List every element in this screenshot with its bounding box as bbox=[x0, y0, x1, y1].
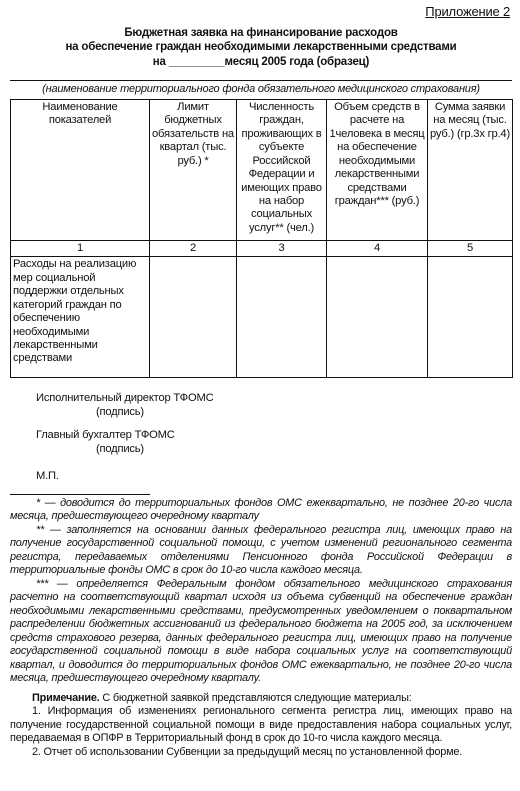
title-line-3: на _________месяц 2005 года (образец) bbox=[152, 56, 370, 69]
footnote-3: *** — определяется Федеральным фондом обязательного медицинского страхования расчетно на соответствующий квартал исходя из объема субвенций на обеспечение граждан необходимыми лекарственными средствами, предусмотренных уведомлением о поквартальном распределении бюджетных ассигнований из федерального бюджета на 2005 год, за исключением средств страхового резерва, данных федерального регистра лиц, имеющих право на получение государственной социальной помощи в виде набора социальных услуг на соответствующий квартал, и доводится до территориальных фондов ОМС ежеквартально, не позднее 20-го числа месяца, предшествующего очередному кварталу. bbox=[10, 577, 512, 685]
accountant-signature-caption: (подпись) bbox=[96, 442, 144, 455]
fund-name-caption: (наименование территориального фонда обязательного медицинского страхования) bbox=[42, 82, 480, 95]
director-signature bbox=[36, 392, 512, 419]
budget-table bbox=[10, 99, 513, 378]
footnote-2: ** — заполняется на основании данных федерального регистра лиц, имеющих право на получение государственной социальной помощи, с учетом изменений регионального сегмента регистра, передаваемых отделениями Пенсионного фонда Российской Федерации в территориальные фонды ОМС в срок до 10-го числа каждого месяца. bbox=[10, 523, 512, 577]
note-item-2: 2. Отчет об использовании Субвенции за предыдущий месяц по установленной форме. bbox=[32, 745, 463, 758]
title-line-1: Бюджетная заявка на финансирование расходов bbox=[124, 26, 398, 39]
row-value-cell-4 bbox=[327, 257, 428, 378]
note-label: Примечание. bbox=[32, 691, 100, 704]
header-cell-4: Объем средств в расчете на 1человека в месяц на обеспечение необходимыми лекарственными средствами граждан*** (руб.) bbox=[327, 99, 428, 240]
header-cell-3: Численность граждан, проживающих в субъекте Российской Федерации и имеющих право на набор социальных услуг** (чел.) bbox=[237, 99, 327, 240]
header-cell-2: Лимит бюджетных обязательств на квартал (тыс. руб.) * bbox=[150, 99, 237, 240]
document-title bbox=[10, 26, 512, 70]
row-label-cell: Расходы на реализацию мер социальной поддержки отдельных категорий граждан по обеспечению необходимыми лекарственными средствами bbox=[11, 257, 150, 378]
stamp-place: М.П. bbox=[36, 470, 59, 483]
title-line-2: на обеспечение граждан необходимыми лекарственными средствами bbox=[65, 41, 457, 54]
row-value-cell-3 bbox=[237, 257, 327, 378]
number-cell-5: 5 bbox=[428, 240, 513, 256]
table-number-row bbox=[11, 240, 513, 256]
number-cell-3: 3 bbox=[237, 240, 327, 256]
note-section bbox=[10, 692, 512, 760]
number-cell-1: 1 bbox=[11, 240, 150, 256]
table-header-row bbox=[11, 99, 513, 240]
accountant-title: Главный бухгалтер ТФОМС bbox=[36, 429, 175, 442]
header-cell-5: Сумма заявки на месяц (тыс. руб.) (гр.3х гр.4) bbox=[428, 99, 513, 240]
director-signature-caption: (подпись) bbox=[96, 405, 144, 418]
accountant-signature bbox=[36, 429, 512, 456]
note-intro: Примечание. С бюджетной заявкой представляются следующие материалы: bbox=[32, 691, 412, 704]
footnote-1: * — доводится до территориальных фондов ОМС ежеквартально, не позднее 20-го числа месяца, предшествующего очередному кварталу bbox=[10, 496, 512, 523]
appendix-label: Приложение 2 bbox=[425, 4, 510, 19]
row-value-cell-5 bbox=[428, 257, 513, 378]
table-row bbox=[11, 257, 513, 378]
number-cell-2: 2 bbox=[150, 240, 237, 256]
fund-name-line bbox=[10, 80, 512, 81]
row-value-cell-2 bbox=[150, 257, 237, 378]
footnote-divider bbox=[10, 494, 150, 495]
director-title: Исполнительный директор ТФОМС bbox=[36, 392, 214, 405]
note-item-1: 1. Информация об изменениях регионального сегмента регистра лиц, имеющих право на получение государственной социальной помощи в виде предоставления набора социальных услуг, передаваемая в ОПФР в Территориальный фонд в срок до 10-го числа каждого месяца. bbox=[10, 705, 512, 745]
header-cell-1: Наименование показателей bbox=[11, 99, 150, 240]
number-cell-4: 4 bbox=[327, 240, 428, 256]
